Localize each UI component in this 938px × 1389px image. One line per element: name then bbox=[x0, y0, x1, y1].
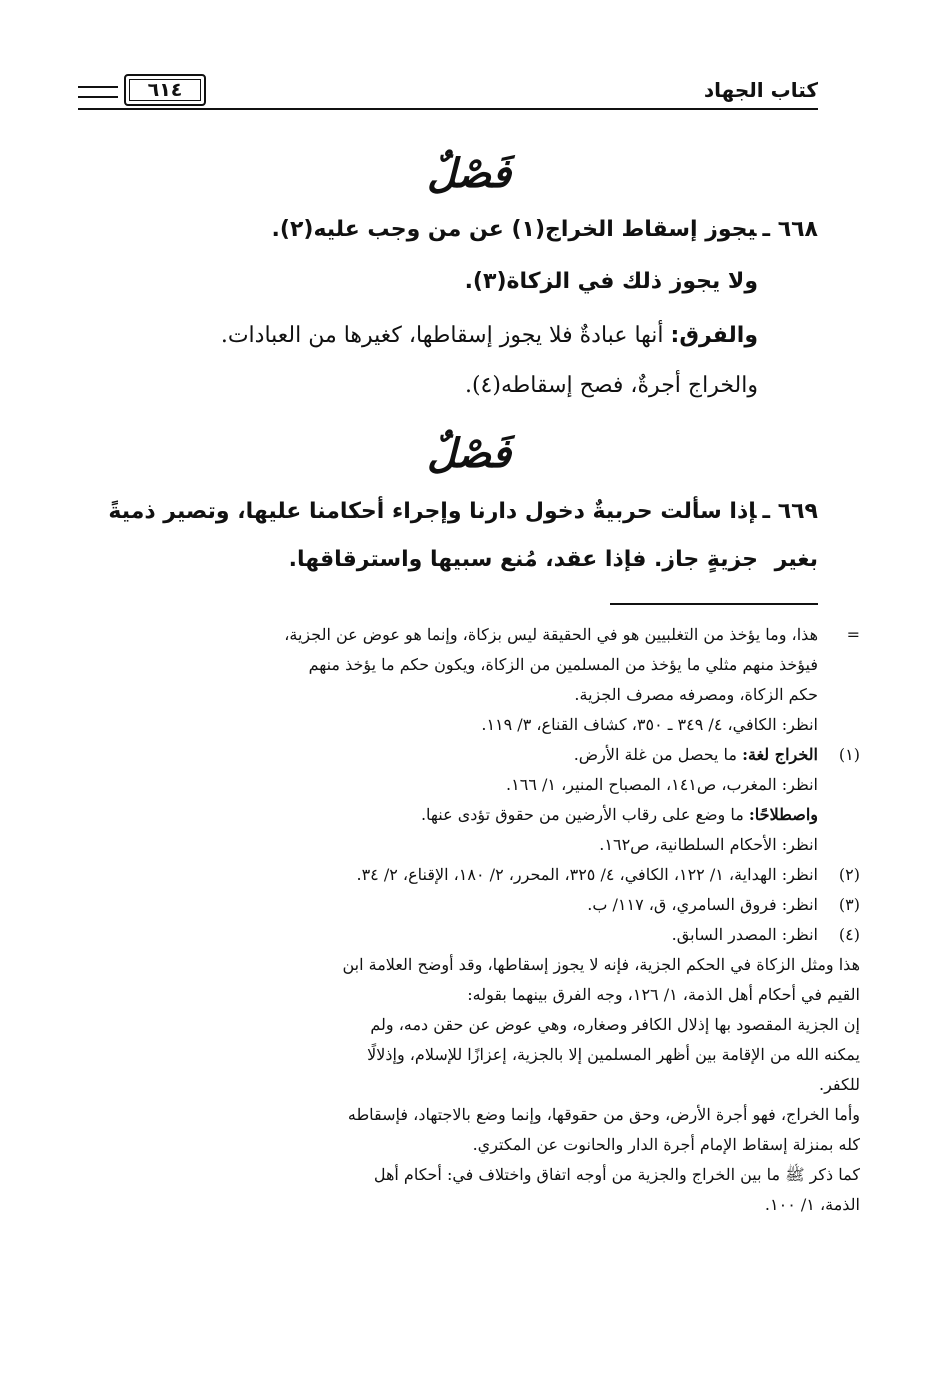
issue-text: إذا سألت حربيةٌ دخول دارنا وإجراء أحكامنا عليها، وتصير ذميةً بغير bbox=[108, 499, 818, 572]
footnote-3: (٣) انظر: فروق السامري، ق، ١١٧/ ب. bbox=[587, 895, 860, 914]
footnote-paragraph-2: إن الجزية المقصود بها إذلال الكافر وصغاره، وهي عوض عن حقن دمه، ولم يمكنه الله من الإقامة بين أظهر المسلمين إلا بالجزية، إعزازًا للإسلام، وإذلالًا للكفر. bbox=[367, 1015, 860, 1094]
issue-668-line-2: ولا يجوز ذلك في الزكاة(٣). bbox=[464, 269, 758, 294]
footnote-1: (١) الخراج لغة: ما يحصل من غلة الأرض. bbox=[573, 745, 860, 764]
header-rule bbox=[78, 108, 818, 110]
issue-668-line-4: والخراج أجرةٌ، فصح إسقاطه(٤). bbox=[464, 373, 758, 398]
footnote-paragraph-3: وأما الخراج، فهو أجرة الأرض، وحق من حقوقها، وإنما وضع بالاجتهاد، فإسقاطه كله بمنزلة إسقاط الإمام أجرة الدار والحانوت عن المكتري. bbox=[347, 1105, 860, 1154]
issue-669-line-2: جزيةٍ جاز. فإذا عقد، مُنع سبيها واسترقاقها. bbox=[288, 547, 758, 572]
footnote-4: (٤) انظر: المصدر السابق. bbox=[671, 925, 860, 944]
issue-668-line-1 bbox=[78, 206, 818, 254]
page-number-ornament bbox=[78, 74, 228, 104]
footnote-paragraph-4: كما ذكر ﷺ ما بين الخراج والجزية من أوجه اتفاق واختلاف في: أحكام أهل الذمة، ١/ ١٠٠. bbox=[373, 1165, 860, 1214]
footnotes: = هذا، وما يؤخذ من التغلبيين هو في الحقيقة ليس بزكاة، وإنما هو عوض عن الجزية، فيؤخذ منهم مثلي ما يؤخذ من المسلمين من الزكاة، ويكون حكم ما يؤخذ منهم حكم الزكاة، ومصرفه مصرف الجزية. انظر: الكافي، ٤/ ٣٤٩ ـ ٣٥٠، كشاف القناع، ٣/ ١١٩. (١) الخراج لغة: ما يحصل من غلة الأرض. انظر: المغرب، ص١٤١، المصباح المنير، ١/ ١٦٦. واصطلاحًا: ما وضع على رقاب الأرضين من حقوق تؤدى عنها. انظر: الأحكام السلطانية، ص١٦٢. (٢) انظر: الهداية، ١/ ١٢٢، الكافي، ٤/ ٣٢٥، المحرر، ٢/ ١٨٠، الإقناع، ٢/ ٣٤. (٣) انظر: فروق السامري، ق، ١١٧/ ب. (٤) انظر: المصدر السابق. هذا ومثل الزكاة في الحكم الجزية، فإنه لا يجوز إسقاطها، وقد أوضح العلامة ابن القيم في أحكام أهل الذمة، ١/ ١٢٦، وجه الفرق بينهما بقوله: إن الجزية المقصود بها إذلال الكافر وصغاره، وهي عوض عن حقن دمه، ولم يمكنه الله من الإقامة بين أظهر المسلمين إلا بالجزية، إعزازًا للإسلام، وإذلالًا للكفر. وأما الخراج، فهو أجرة الأرض، وحق من حقوقها، وإنما وضع بالاجتهاد، فإسقاطه كله بمنزلة إسقاط الإمام أجرة الدار والحانوت عن المكتري. كما ذكر ﷺ ما بين الخراج والجزية من أوجه اتفاق واختلاف في: أحكام أهل الذمة، ١/ ١٠٠. bbox=[78, 620, 860, 1220]
section-heading-1: فَصْلٌ bbox=[426, 150, 512, 197]
issue-number: ٦٦٨ ـ bbox=[762, 217, 818, 242]
footnote-continuation: = هذا، وما يؤخذ من التغلبيين هو في الحقيقة ليس بزكاة، وإنما هو عوض عن الجزية، bbox=[78, 620, 860, 650]
continuation-mark: = bbox=[846, 625, 860, 644]
issue-number: ٦٦٩ ـ bbox=[762, 499, 818, 524]
issue-668-line-3 bbox=[78, 312, 758, 360]
difference-label: والفرق: bbox=[670, 323, 758, 348]
difference-text: أنها عبادةٌ فلا يجوز إسقاطها، كغيرها من العبادات. bbox=[220, 323, 671, 348]
footnote-2: (٢) انظر: الهداية، ١/ ١٢٢، الكافي، ٤/ ٣٢٥، المحرر، ٢/ ١٨٠، الإقناع، ٢/ ٣٤. bbox=[356, 865, 860, 884]
issue-text: يجوز إسقاط الخراج(١) عن من وجب عليه(٢). bbox=[271, 217, 757, 242]
page-header bbox=[78, 72, 818, 112]
section-heading-2: فَصْلٌ bbox=[426, 430, 512, 477]
footnote-paragraph-1: هذا ومثل الزكاة في الحكم الجزية، فإنه لا يجوز إسقاطها، وقد أوضح العلامة ابن القيم في أحكام أهل الذمة، ١/ ١٢٦، وجه الفرق بينهما بقوله: bbox=[342, 955, 860, 1004]
ornament-lines bbox=[78, 86, 118, 98]
footnote-separator bbox=[610, 603, 818, 605]
page-number: ٦١٤ bbox=[124, 74, 206, 106]
running-title: كتاب الجهاد bbox=[703, 78, 818, 102]
